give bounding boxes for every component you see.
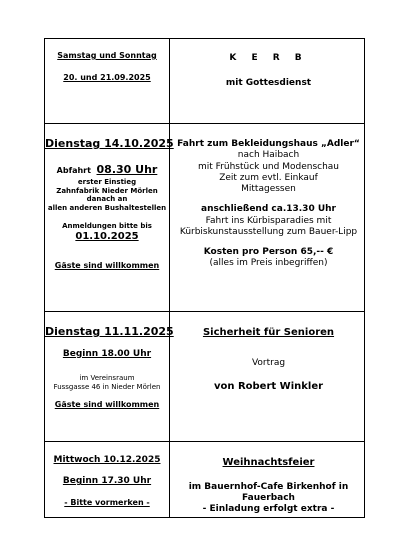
event-talk-date-cell: [45, 325, 174, 410]
column-divider: [169, 39, 170, 517]
event-kerb-date-cell: [45, 51, 169, 83]
trip-line: mit Frühstück und Modenschau: [198, 161, 339, 172]
trip-line: Zeit zum evtl. Einkauf: [219, 172, 318, 183]
row-divider: [45, 441, 364, 442]
departure-label: Abfahrt: [56, 165, 91, 175]
venue-line: Fussgasse 46 in Nieder Mörlen: [53, 382, 161, 391]
registration-label: Anmeldungen bitte bis: [62, 221, 152, 230]
trip-afternoon: anschließend ca.13.30 Uhr: [201, 204, 336, 215]
christmas-line: im Bauernhof-Cafe Birkenhof in: [188, 481, 349, 492]
event-date: Samstag und Sonntag: [57, 51, 157, 60]
trip-cost-note: (alles im Preis inbegriffen): [209, 258, 328, 269]
christmas-line: Fauerbach: [242, 492, 295, 503]
venue-line: im Vereinsraum: [79, 374, 135, 382]
event-date: Dienstag 14.10.2025: [45, 137, 174, 150]
trip-line: Fahrt ins Kürbisparadies mit: [205, 215, 332, 226]
trip-line: Mittagessen: [241, 184, 296, 194]
first-stop: erster Einstieg: [77, 177, 137, 186]
event-date: Mittwoch 10.12.2025: [53, 455, 161, 465]
first-stop-place: Zahnfabrik Nieder Mörlen: [56, 186, 158, 195]
row-divider: [45, 311, 364, 312]
event-christmas-info-cell: [171, 457, 366, 515]
event-start: Beginn 17.30 Uhr: [62, 476, 152, 487]
trip-title: Fahrt zum Bekleidungshaus „Adler“: [177, 139, 360, 149]
departure-line: [45, 158, 169, 178]
then-label: danach an: [86, 195, 128, 204]
departure-time: 08.30 Uhr: [96, 162, 158, 176]
talk-type: Vortrag: [251, 357, 286, 368]
schedule-table: [44, 38, 365, 518]
event-date: Dienstag 11.11.2025: [45, 325, 174, 338]
row-divider: [45, 123, 364, 124]
event-kerb-info-cell: [171, 53, 366, 90]
event-title: Weihnachtsfeier: [222, 457, 315, 468]
trip-cost: Kosten pro Person 65,-- €: [203, 247, 334, 257]
event-title: Sicherheit für Senioren: [202, 327, 335, 338]
trip-line: nach Haibach: [237, 150, 300, 161]
event-title: K E R B: [229, 53, 308, 63]
event-talk-info-cell: [171, 327, 366, 393]
event-trip-info-cell: [171, 139, 366, 270]
guests-welcome: Gäste sind willkommen: [54, 399, 160, 409]
event-start: Beginn 18.00 Uhr: [62, 348, 152, 359]
registration-date: 01.10.2025: [75, 230, 139, 242]
guests-welcome: Gäste sind willkommen: [54, 261, 160, 270]
event-christmas-date-cell: [45, 455, 169, 508]
event-subtitle: mit Gottesdienst: [225, 78, 312, 89]
trip-line: Kürbiskunstausstellung zum Bauer-Lipp: [179, 226, 358, 237]
talk-speaker: von Robert Winkler: [213, 380, 324, 392]
christmas-line: - Einladung erfolgt extra -: [202, 504, 335, 514]
event-date-range: 20. und 21.09.2025: [63, 73, 151, 82]
other-stops: allen anderen Bushaltestellen: [47, 204, 167, 212]
event-trip-date-cell: [45, 137, 174, 271]
save-the-date: - Bitte vormerken -: [64, 497, 150, 507]
